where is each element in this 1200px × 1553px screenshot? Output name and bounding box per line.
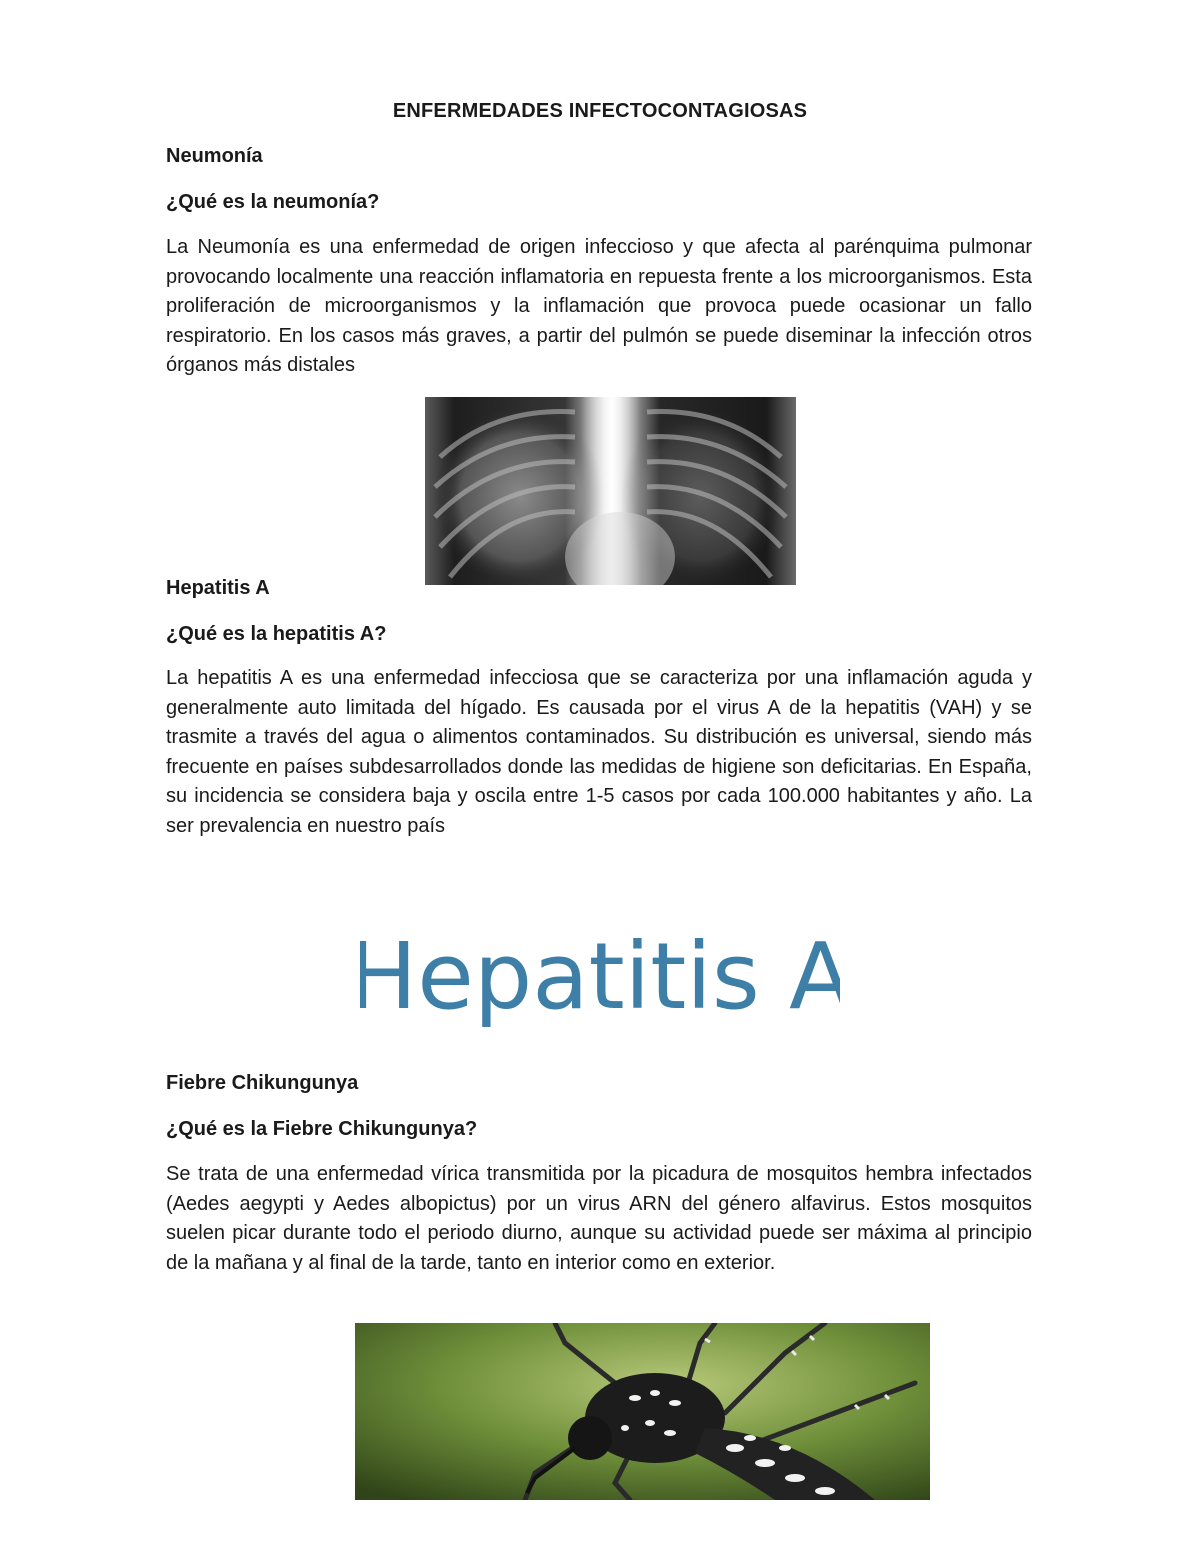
section-question-hepatitis: ¿Qué es la hepatitis A? xyxy=(166,623,387,645)
hepatitis-image-text: Hepatitis A xyxy=(360,923,840,1030)
mosquito-graphic xyxy=(355,1323,930,1500)
section-heading-neumonia: Neumonía xyxy=(166,145,263,167)
section-body-neumonia: La Neumonía es una enfermedad de origen infeccioso y que afecta al parénquima pulmonar provocando localmente una reacción inflamatoria en repuesta frente a los microorganismos. Esta proliferación de microorganismos y la inflamación que provoca puede ocasionar un fallo respiratorio. En los casos más graves, a partir del pulmón se puede diseminar la infección otros órganos más distales xyxy=(166,236,1032,376)
section-heading-chikungunya: Fiebre Chikungunya xyxy=(166,1072,359,1094)
chest-xray-image xyxy=(425,397,796,585)
page-title: ENFERMEDADES INFECTOCONTAGIOSAS xyxy=(392,100,808,122)
section-question-chikungunya: ¿Qué es la Fiebre Chikungunya? xyxy=(166,1118,478,1140)
mosquito-image xyxy=(355,1323,930,1500)
section-heading-hepatitis: Hepatitis A xyxy=(166,577,270,599)
section-body-hepatitis: La hepatitis A es una enfermedad infecciosa que se caracteriza por una inflamación aguda y generalmente auto limitada del hígado. Es causada por el virus A de la hepatitis (VAH) y se trasmite a través del agua o alimentos contaminados. Su distribución es universal, siendo más frecuente en países subdesarrollados donde las medidas de higiene son deficitarias. En España, su incidencia se considera baja y oscila entre 1-5 casos por cada 100.000 habitantes y año. La ser prevalencia en nuestro país xyxy=(166,667,1032,837)
section-body-chikungunya: Se trata de una enfermedad vírica transmitida por la picadura de mosquitos hembra infectados (Aedes aegypti y Aedes albopictus) por un virus ARN del género alfavirus. Estos mosquitos suelen picar durante todo el periodo diurno, aunque su actividad puede ser máxima al principio de la mañana y al final de la tarde, tanto en interior como en exterior. xyxy=(166,1163,1032,1274)
hepatitis-title-image xyxy=(360,918,840,1038)
hepatitis-title-graphic xyxy=(360,918,840,1038)
chest-xray-graphic xyxy=(425,397,796,585)
section-question-neumonia: ¿Qué es la neumonía? xyxy=(166,191,380,213)
